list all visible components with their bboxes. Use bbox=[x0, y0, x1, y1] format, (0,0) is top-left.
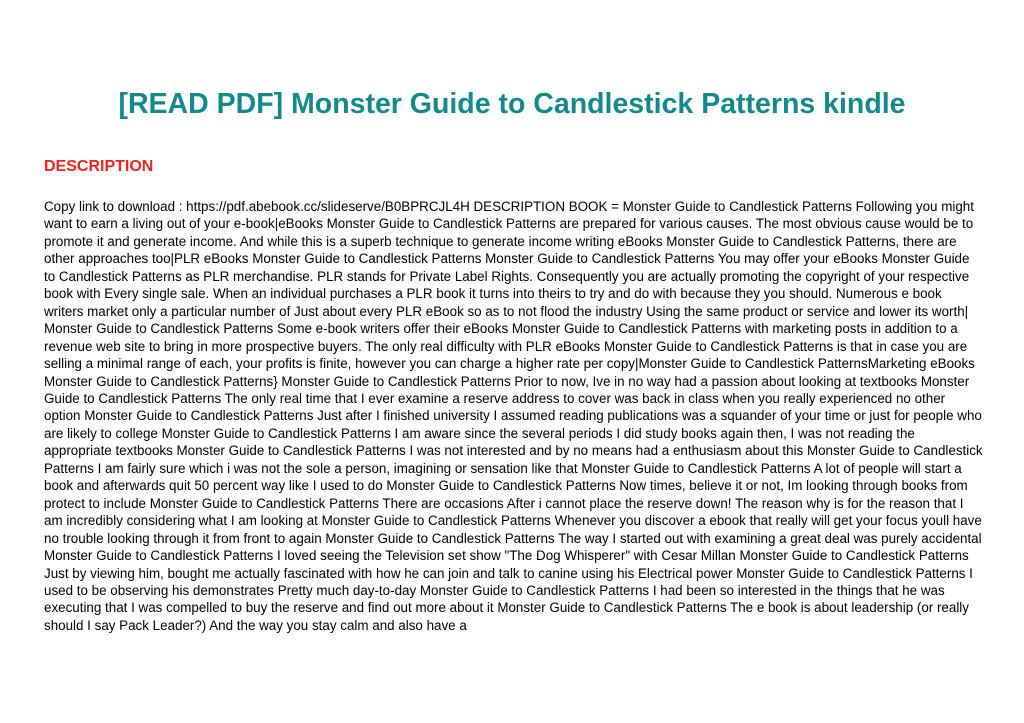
description-body-text: Copy link to download : https://pdf.abebook.cc/slideserve/B0BPRCJL4H DESCRIPTION BOOK = Monster Guide to Candlestick Patterns Following you might want to earn a living out of your e-book|eBooks Monster Guide to Candlestick Patterns are prepared for various causes. The most obvious cause would be to promote it and generate income. And while this is a superb technique to generate income writing eBooks Monster Guide to Candlestick Patterns, there are other approaches too|PLR eBooks Monster Guide to Candlestick Patterns Monster Guide to Candlestick Patterns You may offer your eBooks Monster Guide to Candlestick Patterns as PLR merchandise. PLR stands for Private Label Rights. Consequently you are actually promoting the copyright of your respective book with Every single sale. When an individual purchases a PLR book it turns into theirs to try and do with because they you should. Numerous e book writers market only a particular number of Just about every PLR eBook so as to not flood the industry Using the same product or service and lower its worth| Monster Guide to Candlestick Patterns Some e-book writers offer their eBooks Monster Guide to Candlestick Patterns with marketing posts in addition to a revenue web site to bring in more prospective buyers. The only real difficulty with PLR eBooks Monster Guide to Candlestick Patterns is that in case you are selling a minimal range of each, your profits is finite, however you can charge a higher rate per copy|Monster Guide to Candlestick PatternsMarketing eBooks Monster Guide to Candlestick Patterns} Monster Guide to Candlestick Patterns Prior to now, Ive in no way had a passion about looking at textbooks Monster Guide to Candlestick Patterns The only real time that I ever examine a reserve address to cover was back in class when you really experienced no other option Monster Guide to Candlestick Patterns Just after I finished university I assumed reading publications was a squander of your time or just for people who are likely to college Monster Guide to Candlestick Patterns I am aware since the several periods I did study books again then, I was not reading the appropriate textbooks Monster Guide to Candlestick Patterns I was not interested and by no means had a enthusiasm about this Monster Guide to Candlestick Patterns I am fairly sure which i was not the sole a person, imagining or sensation like that Monster Guide to Candlestick Patterns A lot of people will start a book and afterwards quit 50 percent way like I used to do Monster Guide to Candlestick Patterns Now times, believe it or not, Im looking through books from protect to include Monster Guide to Candlestick Patterns There are occasions After i cannot place the reserve down! The reason why is for the reason that I am incredibly considering what I am looking at Monster Guide to Candlestick Patterns Whenever you discover a ebook that really will get your focus youll have no trouble looking through it from front to again Monster Guide to Candlestick Patterns The way I started out with examining a great deal was purely accidental Monster Guide to Candlestick Patterns I loved seeing the Television set show "The Dog Whisperer" with Cesar Millan Monster Guide to Candlestick Patterns Just by viewing him, bought me actually fascinated with how he can join and talk to canine using his Electrical power Monster Guide to Candlestick Patterns I used to be observing his demonstrates Pretty much day-to-day Monster Guide to Candlestick Patterns I had been so interested in the things that he was executing that I was compelled to buy the reserve and find out more about it Monster Guide to Candlestick Patterns The e book is about leadership (or really should I say Pack Leader?) And the way you stay calm and also have a bbox=[44, 199, 983, 633]
document-title: [READ PDF] Monster Guide to Candlestick Patterns kindle bbox=[118, 88, 906, 120]
section-heading-description: DESCRIPTION bbox=[44, 158, 154, 175]
